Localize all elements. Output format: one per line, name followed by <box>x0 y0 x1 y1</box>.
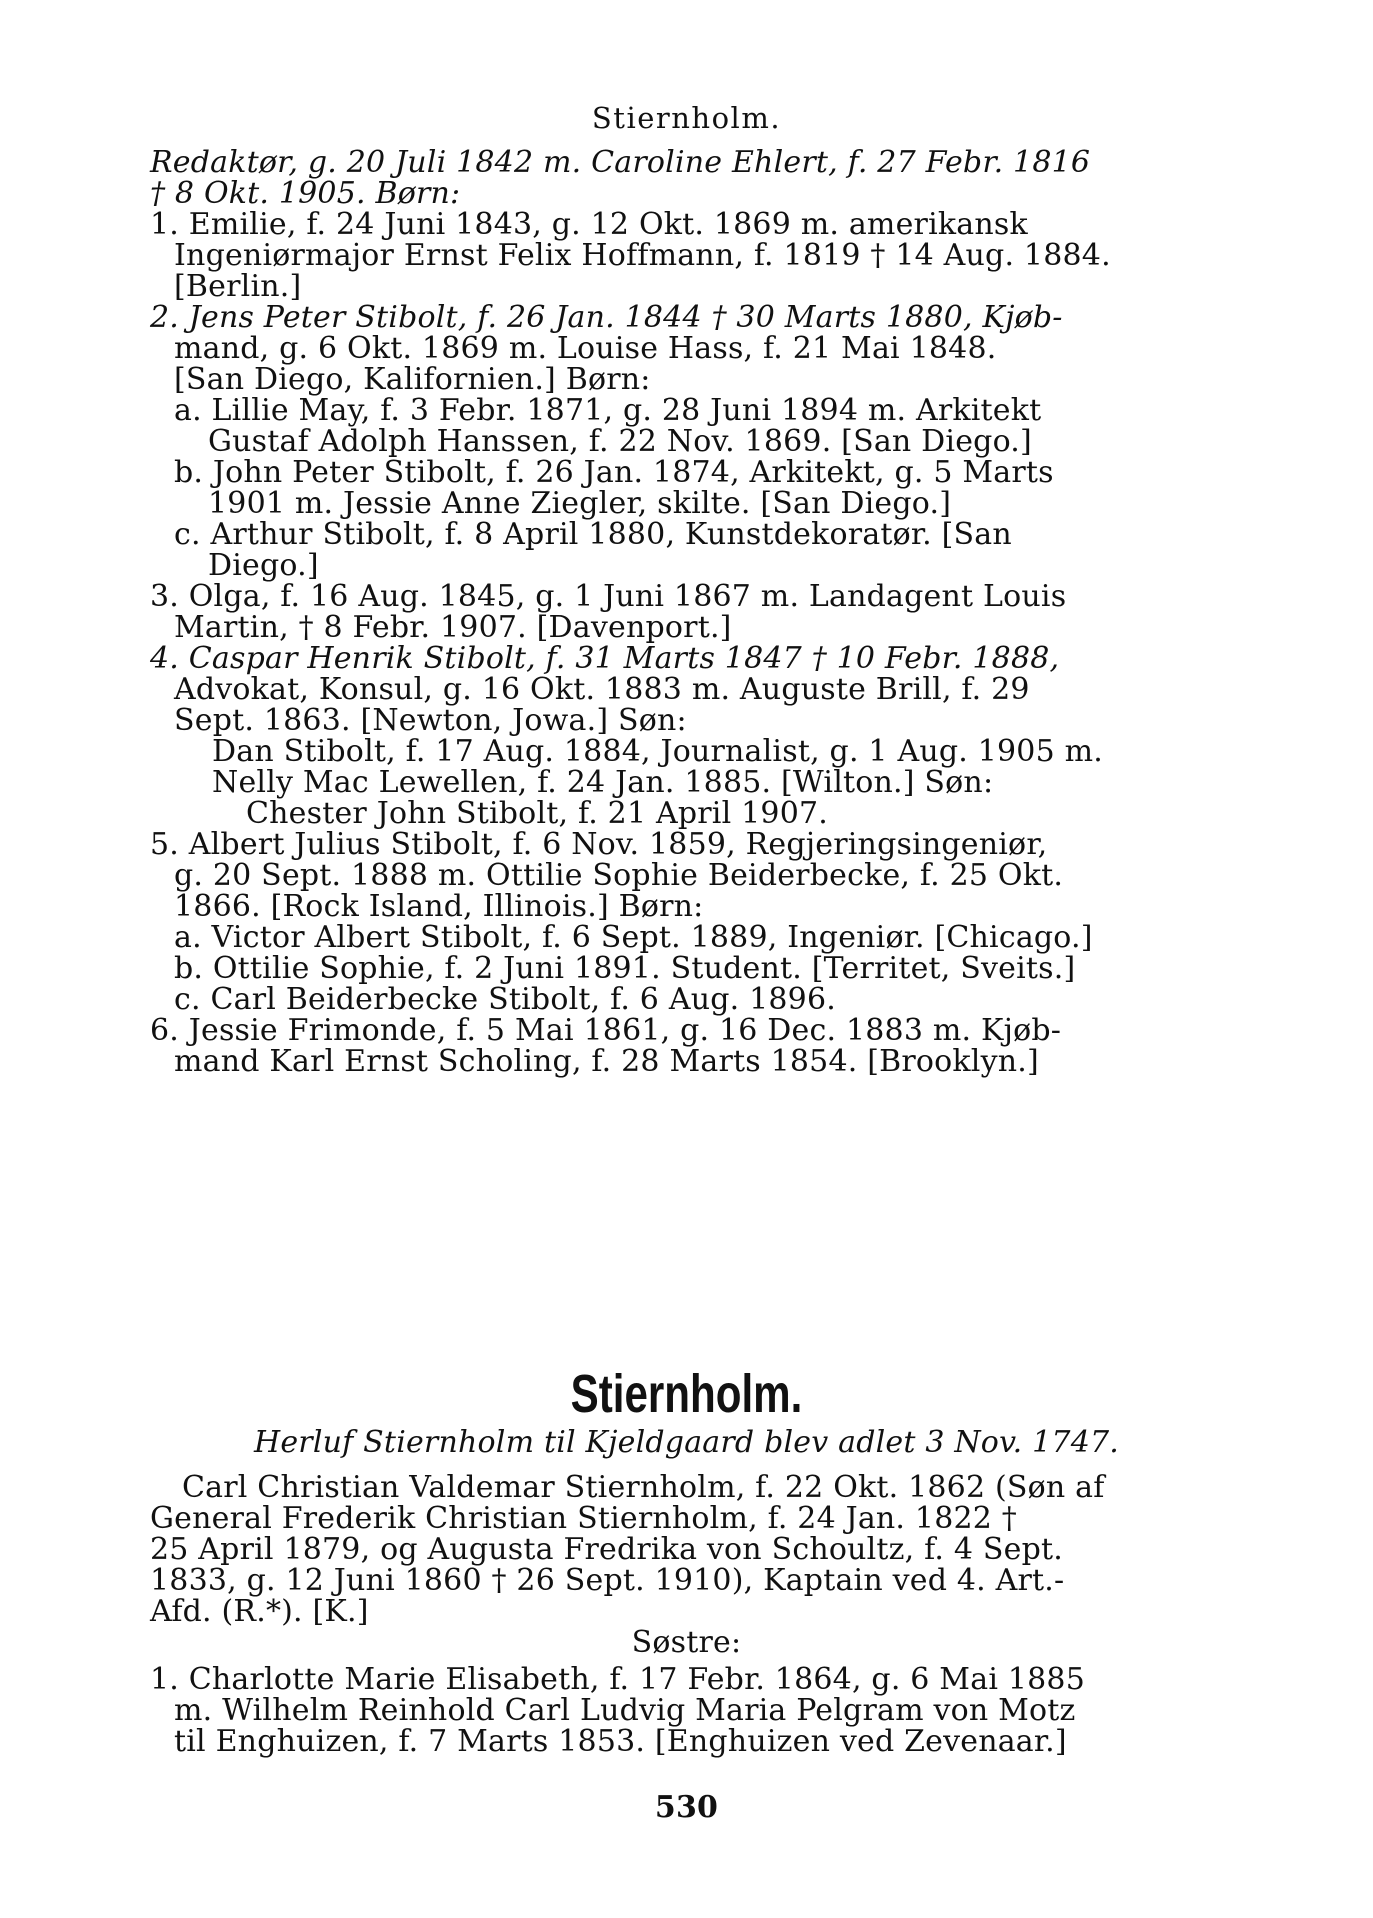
entry-line: Martin, † 8 Febr. 1907. [Davenport.] <box>174 610 732 645</box>
entry-line: mand, g. 6 Okt. 1869 m. Louise Hass, f. 21 Mai 1848. <box>174 331 997 366</box>
entry-line: Sept. 1863. [Newton, Jowa.] Søn: <box>174 703 687 738</box>
entry-line: a. Victor Albert Stibolt, f. 6 Sept. 1889, Ingeniør. [Chicago.] <box>174 920 1093 955</box>
entry-line: mand Karl Ernst Scholing, f. 28 Marts 1854. [Brooklyn.] <box>174 1044 1039 1079</box>
section-line: General Frederik Christian Stiernholm, f. 24 Jan. 1822 † <box>150 1501 1017 1536</box>
ennoblement-note: Herluf Stiernholm til Kjeldgaard blev adlet 3 Nov. 1747. <box>253 1425 1120 1460</box>
entry-line: 5. Albert Julius Stibolt, f. 6 Nov. 1859, Regjeringsingeniør, <box>150 827 1048 862</box>
entry-line: Chester John Stibolt, f. 21 April 1907. <box>246 796 829 831</box>
entry-line: Diego.] <box>208 548 319 583</box>
sisters-heading: Søstre: <box>631 1625 742 1660</box>
entry-line: Gustaf Adolph Hanssen, f. 22 Nov. 1869. [San Diego.] <box>208 424 1032 459</box>
entry-line: c. Arthur Stibolt, f. 8 April 1880, Kunstdekoratør. [San <box>174 517 1012 552</box>
entry-line: b. Ottilie Sophie, f. 2 Juni 1891. Student. [Territet, Sveits.] <box>174 951 1076 986</box>
section-line: 1833, g. 12 Juni 1860 † 26 Sept. 1910), Kaptain ved 4. Art.- <box>150 1563 1065 1598</box>
entry-line: 4. Caspar Henrik Stibolt, f. 31 Marts 1847 † 10 Febr. 1888, <box>150 641 1060 676</box>
running-head: Stiernholm. <box>591 101 782 135</box>
sister-line: 1. Charlotte Marie Elisabeth, f. 17 Febr. 1864, g. 6 Mai 1885 <box>150 1662 1085 1697</box>
sister-line: til Enghuizen, f. 7 Marts 1853. [Enghuizen ved Zevenaar.] <box>174 1724 1067 1759</box>
entry-line: [San Diego, Kalifornien.] Børn: <box>174 362 651 397</box>
entry-line: 1866. [Rock Island, Illinois.] Børn: <box>174 889 704 924</box>
entry-line: 6. Jessie Frimonde, f. 5 Mai 1861, g. 16 Dec. 1883 m. Kjøb- <box>150 1013 1062 1048</box>
section-line: Afd. (R.*). [K.] <box>150 1594 369 1629</box>
entry-line: g. 20 Sept. 1888 m. Ottilie Sophie Beiderbecke, f. 25 Okt. <box>174 858 1064 893</box>
entry-line: [Berlin.] <box>174 269 302 304</box>
section-line: Carl Christian Valdemar Stiernholm, f. 22 Okt. 1862 (Søn af <box>182 1470 1105 1505</box>
entry-line: c. Carl Beiderbecke Stibolt, f. 6 Aug. 1896. <box>174 982 836 1017</box>
entry-line: Redaktør, g. 20 Juli 1842 m. Caroline Ehlert, f. 27 Febr. 1816 <box>150 145 1091 180</box>
entry-line: 2. Jens Peter Stibolt, f. 26 Jan. 1844 † 30 Marts 1880, Kjøb- <box>150 300 1063 335</box>
section-line: 25 April 1879, og Augusta Fredrika von Schoultz, f. 4 Sept. <box>150 1532 1063 1567</box>
entry-line: 1901 m. Jessie Anne Ziegler, skilte. [San Diego.] <box>208 486 952 521</box>
entry-line: Nelly Mac Lewellen, f. 24 Jan. 1885. [Wilton.] Søn: <box>212 765 994 800</box>
entry-line: † 8 Okt. 1905. Børn: <box>150 176 461 211</box>
page-number: 530 <box>654 1790 719 1825</box>
entry-line: Advokat, Konsul, g. 16 Okt. 1883 m. Auguste Brill, f. 29 <box>174 672 1030 707</box>
entry-line: b. John Peter Stibolt, f. 26 Jan. 1874, Arkitekt, g. 5 Marts <box>174 455 1054 490</box>
entry-line: Ingeniørmajor Ernst Felix Hoffmann, f. 1819 † 14 Aug. 1884. <box>174 238 1111 273</box>
entry-line: 3. Olga, f. 16 Aug. 1845, g. 1 Juni 1867 m. Landagent Louis <box>150 579 1067 614</box>
entry-line: 1. Emilie, f. 24 Juni 1843, g. 12 Okt. 1869 m. amerikansk <box>150 207 1028 242</box>
entry-line: a. Lillie May, f. 3 Febr. 1871, g. 28 Juni 1894 m. Arkitekt <box>174 393 1042 428</box>
sister-line: m. Wilhelm Reinhold Carl Ludvig Maria Pelgram von Motz <box>174 1693 1076 1728</box>
entry-line: Dan Stibolt, f. 17 Aug. 1884, Journalist, g. 1 Aug. 1905 m. <box>212 734 1103 769</box>
section-title: Stiernholm. <box>570 1364 803 1424</box>
